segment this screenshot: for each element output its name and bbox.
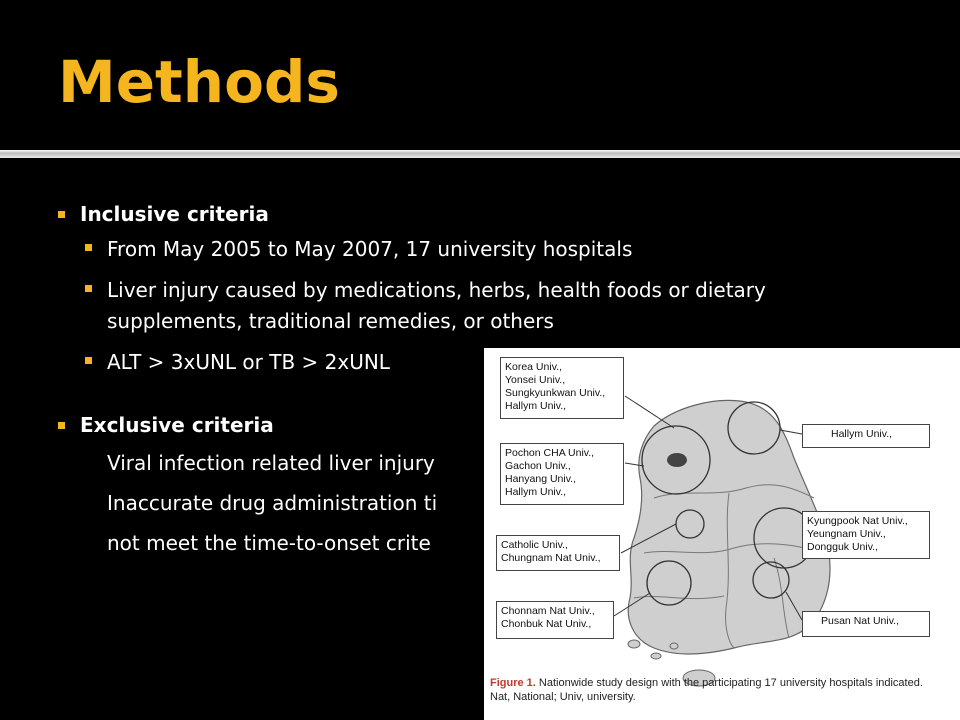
caption-text: Nationwide study design with the participating 17 university hospitals indicated. Nat, National; Univ, university. xyxy=(490,677,923,703)
inclusive-item: ALT > 3xUNL or TB > 2xUNL xyxy=(104,347,864,378)
exclusive-item: Viral infection related liver injury xyxy=(104,448,504,479)
exclusive-item: not meet the time-to-onset crite xyxy=(104,528,504,559)
title-bar xyxy=(0,0,960,150)
label-gyeongbuk-hospitals: Kyungpook Nat Univ., Yeungnam Univ., Dongguk Univ., xyxy=(802,511,930,559)
inclusive-heading: Inclusive criteria xyxy=(78,202,269,226)
bullet-icon xyxy=(85,244,92,251)
korea-map-figure xyxy=(484,348,960,720)
label-seoul-hospitals: Korea Univ., Yonsei Univ., Sungkyunkwan Univ., Hallym Univ., xyxy=(500,357,624,419)
label-gyeonggi-hospitals: Pochon CHA Univ., Gachon Univ., Hanyang Univ., Hallym Univ., xyxy=(500,443,624,505)
caption-label: Figure 1. xyxy=(490,677,536,689)
exclusive-heading: Exclusive criteria xyxy=(78,413,274,437)
bullet-icon xyxy=(85,285,92,292)
label-busan-hospitals: Pusan Nat Univ., xyxy=(802,611,930,637)
label-jeolla-hospitals: Chonnam Nat Univ., Chonbuk Nat Univ., xyxy=(496,601,614,639)
bullet-icon xyxy=(58,422,65,429)
title-divider xyxy=(0,150,960,158)
bullet-icon xyxy=(58,211,65,218)
inclusive-item: From May 2005 to May 2007, 17 university hospitals xyxy=(104,234,864,265)
label-chungcheong-hospitals: Catholic Univ., Chungnam Nat Univ., xyxy=(496,535,620,571)
figure-caption xyxy=(490,676,930,704)
label-gangwon-hospitals: Hallym Univ., xyxy=(802,424,930,448)
slide-title: Methods xyxy=(58,48,340,116)
bullet-icon xyxy=(85,357,92,364)
exclusive-item: Inaccurate drug administration ti xyxy=(104,488,504,519)
inclusive-item: Liver injury caused by medications, herbs, health foods or dietary supplements, traditional remedies, or others xyxy=(104,275,864,337)
